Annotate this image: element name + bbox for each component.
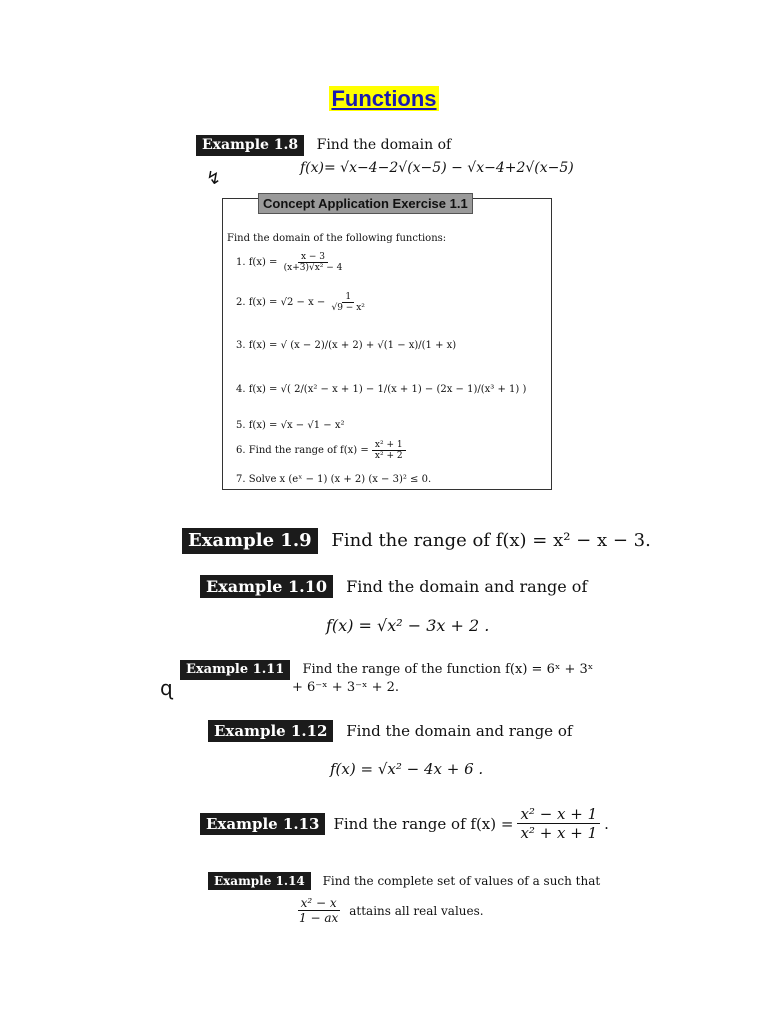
item-prefix: f(x) = √2 − x −: [248, 297, 326, 308]
example-text: Find the range of the function f(x) = 6ˣ + 3ˣ: [302, 662, 594, 677]
example-text: Find the domain and range of: [346, 577, 588, 596]
example-1-8: [196, 135, 451, 156]
fraction: [296, 896, 341, 925]
example-text: Find the range of f(x) = x² − x − 3.: [331, 530, 651, 551]
item-prefix: Find the range of f(x) =: [248, 445, 369, 456]
example-badge: Example 1.13: [200, 813, 325, 835]
concept-item-5: [236, 420, 344, 431]
example-1-10: [200, 575, 587, 598]
example-1-12-equation: f(x) = √x² − 4x + 6 .: [330, 760, 484, 778]
example-1-13: [200, 805, 609, 842]
page-title: [0, 86, 768, 112]
expression-tail: attains all real values.: [349, 903, 484, 918]
handwritten-tick-mark: ↯: [206, 168, 222, 189]
item-prefix: f(x) =: [248, 257, 278, 268]
item-number: 1.: [236, 257, 246, 268]
example-1-12: [208, 720, 572, 742]
example-1-9: [182, 528, 651, 554]
item-number: 3.: [236, 340, 246, 351]
concept-item-2: [236, 292, 368, 313]
example-1-11: [180, 660, 593, 680]
concept-item-7: [236, 474, 431, 485]
example-badge: Example 1.10: [200, 575, 333, 598]
item-number: 5.: [236, 420, 246, 431]
numerator: x² + 1: [372, 440, 406, 451]
example-text: Find the range of f(x) =: [333, 814, 514, 833]
concept-item-4: [236, 384, 526, 395]
example-badge: Example 1.12: [208, 720, 333, 742]
fraction: [517, 805, 600, 842]
denominator: x² + 2: [374, 451, 403, 461]
fraction: [328, 292, 367, 313]
denominator: 1 − ax: [299, 911, 339, 925]
concept-item-1: [236, 252, 345, 273]
example-1-11-continued: + 6⁻ˣ + 3⁻ˣ + 2.: [292, 680, 400, 695]
item-prefix: Solve x (eˣ − 1) (x + 2) (x − 3)² ≤ 0.: [248, 474, 432, 485]
item-prefix: f(x) = √x − √1 − x²: [248, 420, 345, 431]
example-badge: Example 1.11: [180, 660, 290, 680]
concept-item-3: [236, 340, 456, 351]
item-expression: √( 2/(x² − x + 1) − 1/(x + 1) − (2x − 1)/(x³ + 1) ): [280, 384, 527, 395]
numerator: x² − x: [298, 896, 340, 911]
item-prefix: f(x) = √: [248, 340, 287, 351]
concept-application-tab: Concept Application Exercise 1.1: [258, 193, 473, 214]
concept-intro: Find the domain of the following functions:: [227, 233, 447, 244]
page-title-text: Functions: [331, 86, 437, 111]
fraction: [372, 440, 406, 461]
fraction: [281, 252, 346, 273]
item-expression: (x − 2)/(x + 2) + √(1 − x)/(1 + x): [290, 340, 457, 351]
example-badge: Example 1.8: [196, 135, 304, 156]
trailing-period: .: [604, 814, 609, 833]
item-number: 6.: [236, 445, 246, 456]
example-badge: Example 1.14: [208, 872, 311, 890]
item-number: 4.: [236, 384, 246, 395]
denominator: √9 − x²: [331, 303, 365, 313]
item-number: 7.: [236, 474, 246, 485]
example-text: Find the domain of: [316, 137, 452, 153]
example-1-14: [208, 872, 600, 890]
numerator: 1: [342, 292, 354, 303]
example-text: Find the domain and range of: [346, 722, 573, 740]
numerator: x − 3: [298, 252, 328, 263]
denominator: (x+3)√x² − 4: [283, 263, 343, 273]
item-prefix: f(x) =: [248, 384, 278, 395]
item-number: 2.: [236, 297, 246, 308]
example-badge: Example 1.9: [182, 528, 318, 554]
handwritten-q-mark: ɋ: [160, 676, 173, 700]
numerator: x² − x + 1: [517, 805, 600, 824]
denominator: x² + x + 1: [520, 824, 598, 842]
example-1-8-equation: f(x)= √x−4−2√(x−5) − √x−4+2√(x−5): [300, 160, 574, 176]
example-1-14-expression: [296, 896, 484, 925]
concept-item-6: [236, 440, 406, 461]
example-1-10-equation: f(x) = √x² − 3x + 2 .: [326, 616, 490, 635]
example-text: Find the complete set of values of a such that: [322, 874, 601, 888]
